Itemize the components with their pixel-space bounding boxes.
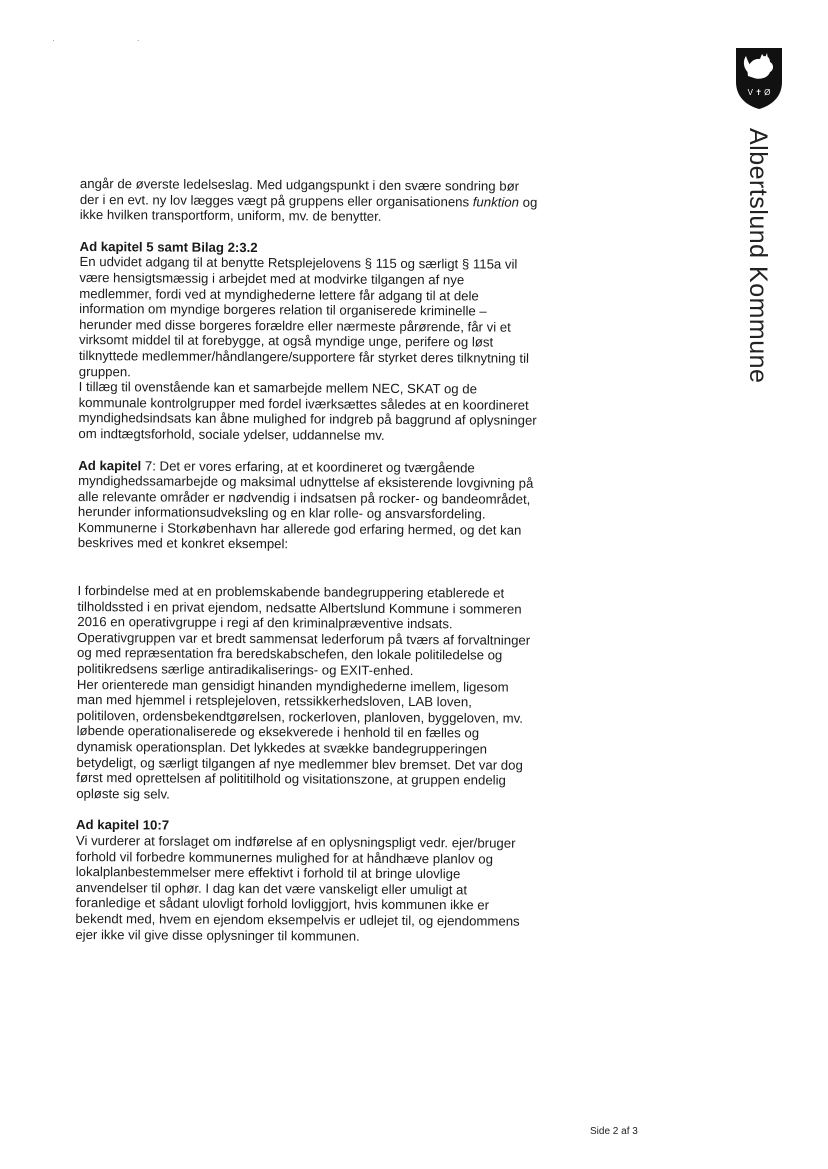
intro-emphasis: funktion xyxy=(472,193,520,210)
letter-body xyxy=(75,176,566,945)
kapitel7-section xyxy=(78,457,565,554)
kapitel10-section xyxy=(75,817,562,945)
logo-text: V ✝ Ø xyxy=(747,88,771,97)
kapitel10-text: Vi vurderer at forslaget om indførelse af en oplysningspligt vedr. ejer/bruger forhold vil forbedre kommunernes mulighed for at håndhæve planlov og lokalplanbestemmelser mere effektivt i forhold til at bringe ulovlige anvendelser til ophør. I dag kan det være vanskeligt eller umuligt at foranledige et sådant ulovligt forhold lovliggjort, hvis kommunen ikke er bekendt med, hvem en ejendom eksempelvis er udlejet til, og ejendommens ejer ikke vil give disse oplysninger til kommunen. xyxy=(75,832,520,944)
example-paragraph: I forbindelse med at en problemskabende bandegruppering etablerede et tilholdssted i en privat ejendom, nedsatte Albertslund Kommune i sommeren 2016 en operativgruppe i regi af den kriminalpræventive indsats. Operativgruppen var et bredt sammensat lederforum på tværs af forvaltninger og med repræsentation fra beredskabschefen, den lokale politiledelse og politikredsens særlige antiradikaliserings- og EXIT-enhed. Her orienterede man gensidigt hinanden myndighederne imellem, ligesom man med hjemmel i retsplejeloven, retssikkerhedsloven, LAB loven, politiloven, ordensbekendtgørelsen, rockerloven, planloven, byggeloven, mv. løbende operationaliserede og eksekverede i henhold til en fælles og dynamisk operationsplan. Det lykkedes at svække bandegrupperingen betydeligt, og særligt tilgangen af nye medlemmer blev bremset. Det var dog først med oprettelsen af polititilhold og visitationszone, at gruppen endelig opløste sig selv. xyxy=(76,583,531,802)
municipality-name: Albertslund Kommune xyxy=(744,128,772,384)
intro-text-after: og ikke hvilken transportform, uniform, mv. de benytter. xyxy=(79,194,538,225)
intro-text-before: angår de øverste ledelseslag. Med udgangspunkt i den svære sondring bør der i en evt. ny lov lægges vægt på gruppens eller organisationens xyxy=(79,176,520,209)
kapitel7-text: 7: Det er vores erfaring, at et koordineret og tværgående myndighedssamarbejde og maksimal udnyttelse af eksisterende lovgivning på alle relevante områder er nødvendig i indsatsen på rocker- og bandeområdet, herunder informationsudveksling og en klar rolle- og ansvarsfordeling. Kommunerne i Storkøbenhavn har allerede god erfaring hermed, og det kan beskrives med et konkret eksempel: xyxy=(77,457,534,552)
kapitel5-text: En udvidet adgang til at benytte Retsplejelovens § 115 og særligt § 115a vil være hensigtsmæssig i arbejdet med at modvirke tilgangen af nye medlemmer, fordi ved at myndighederne lettere får adgang til at dele information om myndige borgeres relation til organiserede kriminelle – herunder med disse borgeres forældre eller nærmeste pårørende, får vi et virksomt middel til at forebygge, at også myndige unge, perifere og løst tilknyttede medlemmer/håndlangere/supportere får styrket deres tilknytning til gruppen. I tillæg til ovenstående kan et samarbejde mellem NEC, SKAT og de kommunale kontrolgrupper med fordel iværksættes således at en koordineret myndighedsindsats kan åbne mulighed for indgreb på baggrund af oplysninger om indtægtsforhold, sociale ydelser, uddannelse mv. xyxy=(78,254,537,443)
kapitel7-heading: Ad kapitel xyxy=(78,457,142,473)
intro-paragraph xyxy=(80,176,566,226)
scan-specks: · · xyxy=(52,36,180,45)
kapitel10-heading: Ad kapitel 10:7 xyxy=(75,817,170,833)
kapitel5-heading: Ad kapitel 5 samt Bilag 2:3.2 xyxy=(79,238,258,255)
page-number: Side 2 af 3 xyxy=(590,1126,638,1137)
kapitel5-section xyxy=(78,239,565,445)
rooster-crest-icon xyxy=(734,46,784,110)
